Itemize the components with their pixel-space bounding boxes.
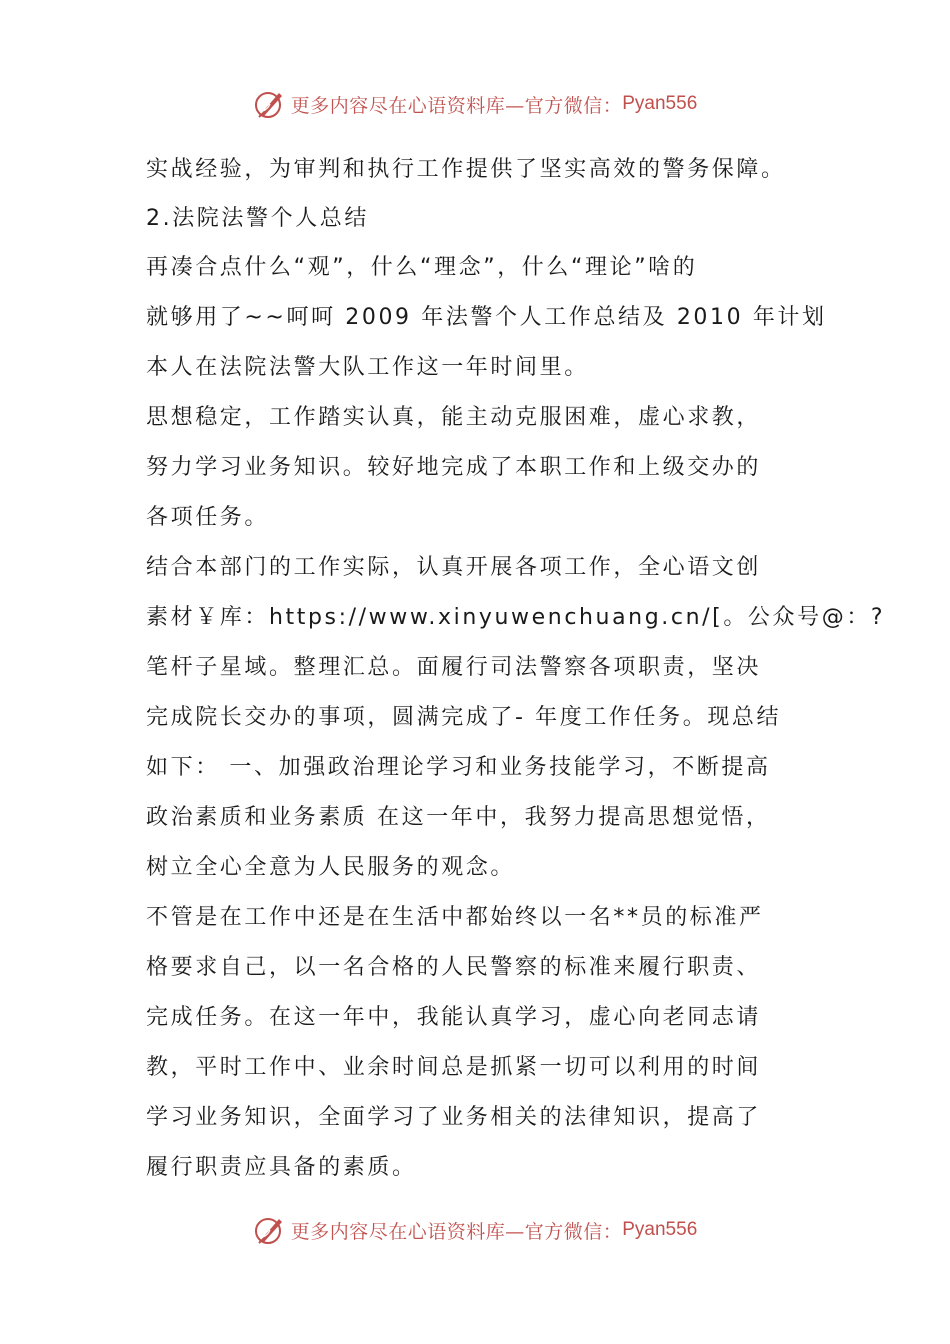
body-line: 努力学习业务知识。较好地完成了本职工作和上级交办的	[146, 455, 762, 480]
body-line: 再凑合点什么“观”，什么“理念”，什么“理论”啥的	[146, 255, 698, 280]
body-line: 树立全心全意为人民服务的观念。	[146, 855, 516, 880]
body-line: 就够用了~~呵呵 2009 年法警个人工作总结及 2010 年计划	[146, 305, 827, 330]
banner-handle: Pyan556	[622, 93, 698, 114]
body-line: 笔杆子星域。整理汇总。面履行司法警察各项职责，坚决	[146, 655, 762, 680]
body-line: 政治素质和业务素质 在这一年中，我努力提高思想觉悟，	[146, 805, 771, 830]
header-banner	[0, 84, 950, 124]
body-line: 各项任务。	[146, 505, 270, 530]
footer-banner	[0, 1210, 950, 1250]
body-line: 完成任务。在这一年中，我能认真学习，虚心向老同志请	[146, 1005, 762, 1030]
quill-pen-icon	[253, 87, 287, 121]
banner-handle: Pyan556	[622, 1219, 698, 1240]
body-line: 不管是在工作中还是在生活中都始终以一名**员的标准严	[146, 905, 764, 930]
body-line: 完成院长交办的事项，圆满完成了- 年度工作任务。现总结	[146, 705, 782, 730]
body-line: 格要求自己，以一名合格的人民警察的标准来履行职责、	[146, 955, 762, 980]
body-line: 素材￥库：https://www.xinyuwenchuang.cn/[。公众号@：?	[146, 605, 886, 630]
document-body	[146, 145, 886, 1193]
section-heading: 2.法院法警个人总结	[146, 206, 369, 231]
quill-pen-icon	[253, 1213, 287, 1247]
banner-text: 更多内容尽在心语资料库—官方微信：	[290, 94, 623, 117]
body-line: 结合本部门的工作实际，认真开展各项工作，全心语文创	[146, 555, 762, 580]
body-line: 如下： 一、加强政治理论学习和业务技能学习，不断提高	[146, 755, 771, 780]
banner-text: 更多内容尽在心语资料库—官方微信：	[290, 1220, 623, 1243]
body-line: 履行职责应具备的素质。	[146, 1155, 417, 1180]
body-line: 实战经验，为审判和执行工作提供了坚实高效的警务保障。	[146, 157, 786, 182]
body-line: 学习业务知识，全面学习了业务相关的法律知识，提高了	[146, 1105, 762, 1130]
body-line: 思想稳定，工作踏实认真，能主动克服困难，虚心求教，	[146, 405, 762, 430]
body-line: 本人在法院法警大队工作这一年时间里。	[146, 355, 589, 380]
body-line: 教，平时工作中、业余时间总是抓紧一切可以利用的时间	[146, 1055, 762, 1080]
